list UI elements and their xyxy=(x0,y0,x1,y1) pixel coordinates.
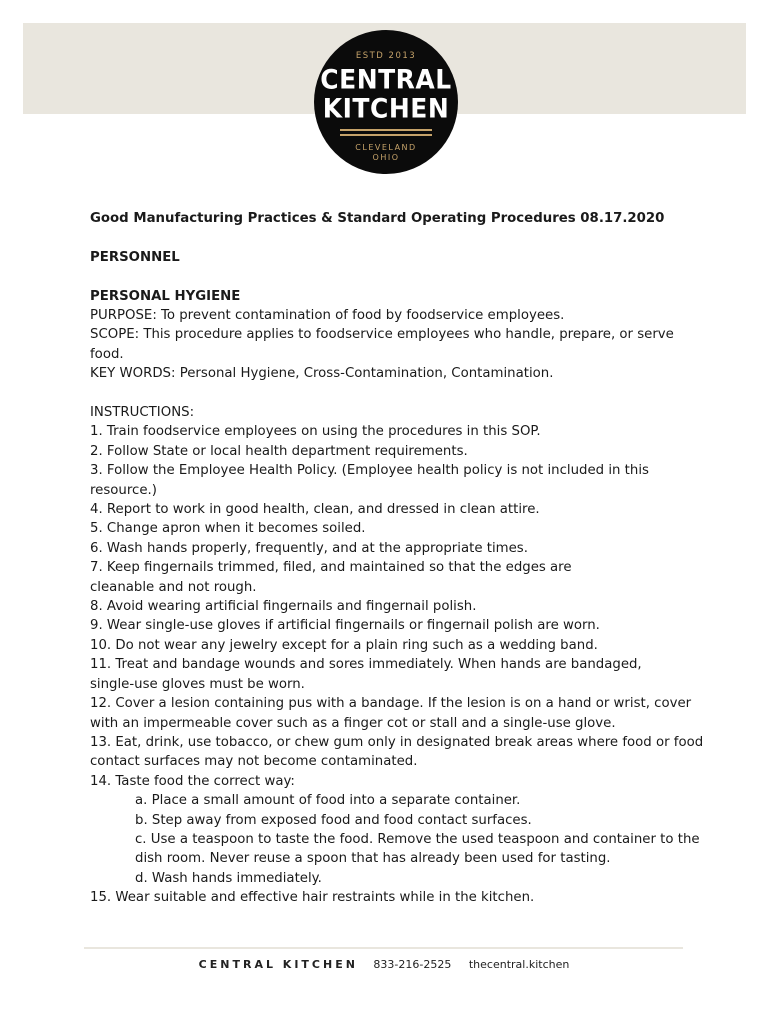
tasting-step: c. Use a teaspoon to taste the food. Remove the used teaspoon and container to the xyxy=(135,831,700,847)
footer-divider xyxy=(84,947,683,949)
document-body xyxy=(90,209,704,908)
instruction-line: 9. Wear single-use gloves if artificial fingernails or fingernail polish are worn. xyxy=(90,618,600,634)
instruction-line: 1. Train foodservice employees on using the procedures in this SOP. xyxy=(90,424,541,440)
tasting-step: b. Step away from exposed food and food contact surfaces. xyxy=(135,812,532,828)
instruction-line: 13. Eat, drink, use tobacco, or chew gum only in designated break areas where food or food xyxy=(90,734,704,750)
instruction-line: 12. Cover a lesion containing pus with a bandage. If the lesion is on a hand or wrist, cover xyxy=(90,696,692,712)
instruction-line: 4. Report to work in good health, clean, and dressed in clean attire. xyxy=(90,502,540,518)
instruction-line: 15. Wear suitable and effective hair restraints while in the kitchen. xyxy=(90,890,535,906)
instruction-line: 10. Do not wear any jewelry except for a plain ring such as a wedding band. xyxy=(90,637,598,653)
instruction-line: single-use gloves must be worn. xyxy=(90,676,305,692)
section-heading: PERSONNEL xyxy=(90,249,180,265)
footer xyxy=(0,958,768,971)
instruction-line: 11. Treat and bandage wounds and sores immediately. When hands are bandaged, xyxy=(90,657,642,673)
instruction-line: cleanable and not rough. xyxy=(90,579,257,595)
logo-word-central: CENTRAL xyxy=(320,63,452,96)
tasting-step: a. Place a small amount of food into a separate container. xyxy=(135,793,521,809)
tasting-step: dish room. Never reuse a spoon that has already been used for tasting. xyxy=(135,851,611,867)
instruction-line: contact surfaces may not become contaminated. xyxy=(90,754,418,770)
logo-established: ESTD 2013 xyxy=(355,51,417,61)
instruction-line: 8. Avoid wearing artificial fingernails and fingernail polish. xyxy=(90,599,477,615)
logo-city: CLEVELAND xyxy=(355,143,417,152)
instruction-line: 14. Taste food the correct way: xyxy=(90,773,295,789)
instruction-line: 6. Wash hands properly, frequently, and at the appropriate times. xyxy=(90,540,528,556)
instruction-line: 5. Change apron when it becomes soiled. xyxy=(90,521,366,537)
footer-website: thecentral.kitchen xyxy=(468,958,570,971)
footer-phone: 833-216-2525 xyxy=(373,958,452,971)
instruction-line: with an impermeable cover such as a finger cot or stall and a single-use glove. xyxy=(90,715,616,731)
purpose-line: PURPOSE: To prevent contamination of food by foodservice employees. xyxy=(90,308,565,323)
logo-state: OHIO xyxy=(372,153,400,162)
scope-line: SCOPE: This procedure applies to foodservice employees who handle, prepare, or serve xyxy=(90,327,674,343)
instruction-line: 7. Keep fingernails trimmed, filed, and maintained so that the edges are xyxy=(90,560,572,576)
logo-word-kitchen: KITCHEN xyxy=(322,92,450,125)
central-kitchen-logo xyxy=(314,30,458,174)
logo-rule-bottom xyxy=(340,134,432,136)
instruction-line: resource.) xyxy=(90,482,157,498)
subsection-heading: PERSONAL HYGIENE xyxy=(90,288,241,304)
instruction-line: 2. Follow State or local health department requirements. xyxy=(90,443,468,459)
instructions-heading: INSTRUCTIONS: xyxy=(90,405,195,421)
footer-brand: CENTRAL KITCHEN xyxy=(198,958,358,971)
keywords-line: KEY WORDS: Personal Hygiene, Cross-Contamination, Contamination. xyxy=(90,366,554,382)
logo-rule-top xyxy=(340,129,432,131)
tasting-step: d. Wash hands immediately. xyxy=(135,870,322,886)
instruction-line: 3. Follow the Employee Health Policy. (Employee health policy is not included in this xyxy=(90,463,649,479)
scope-line: food. xyxy=(90,346,124,362)
document-title: Good Manufacturing Practices & Standard Operating Procedures 08.17.2020 xyxy=(90,211,665,226)
